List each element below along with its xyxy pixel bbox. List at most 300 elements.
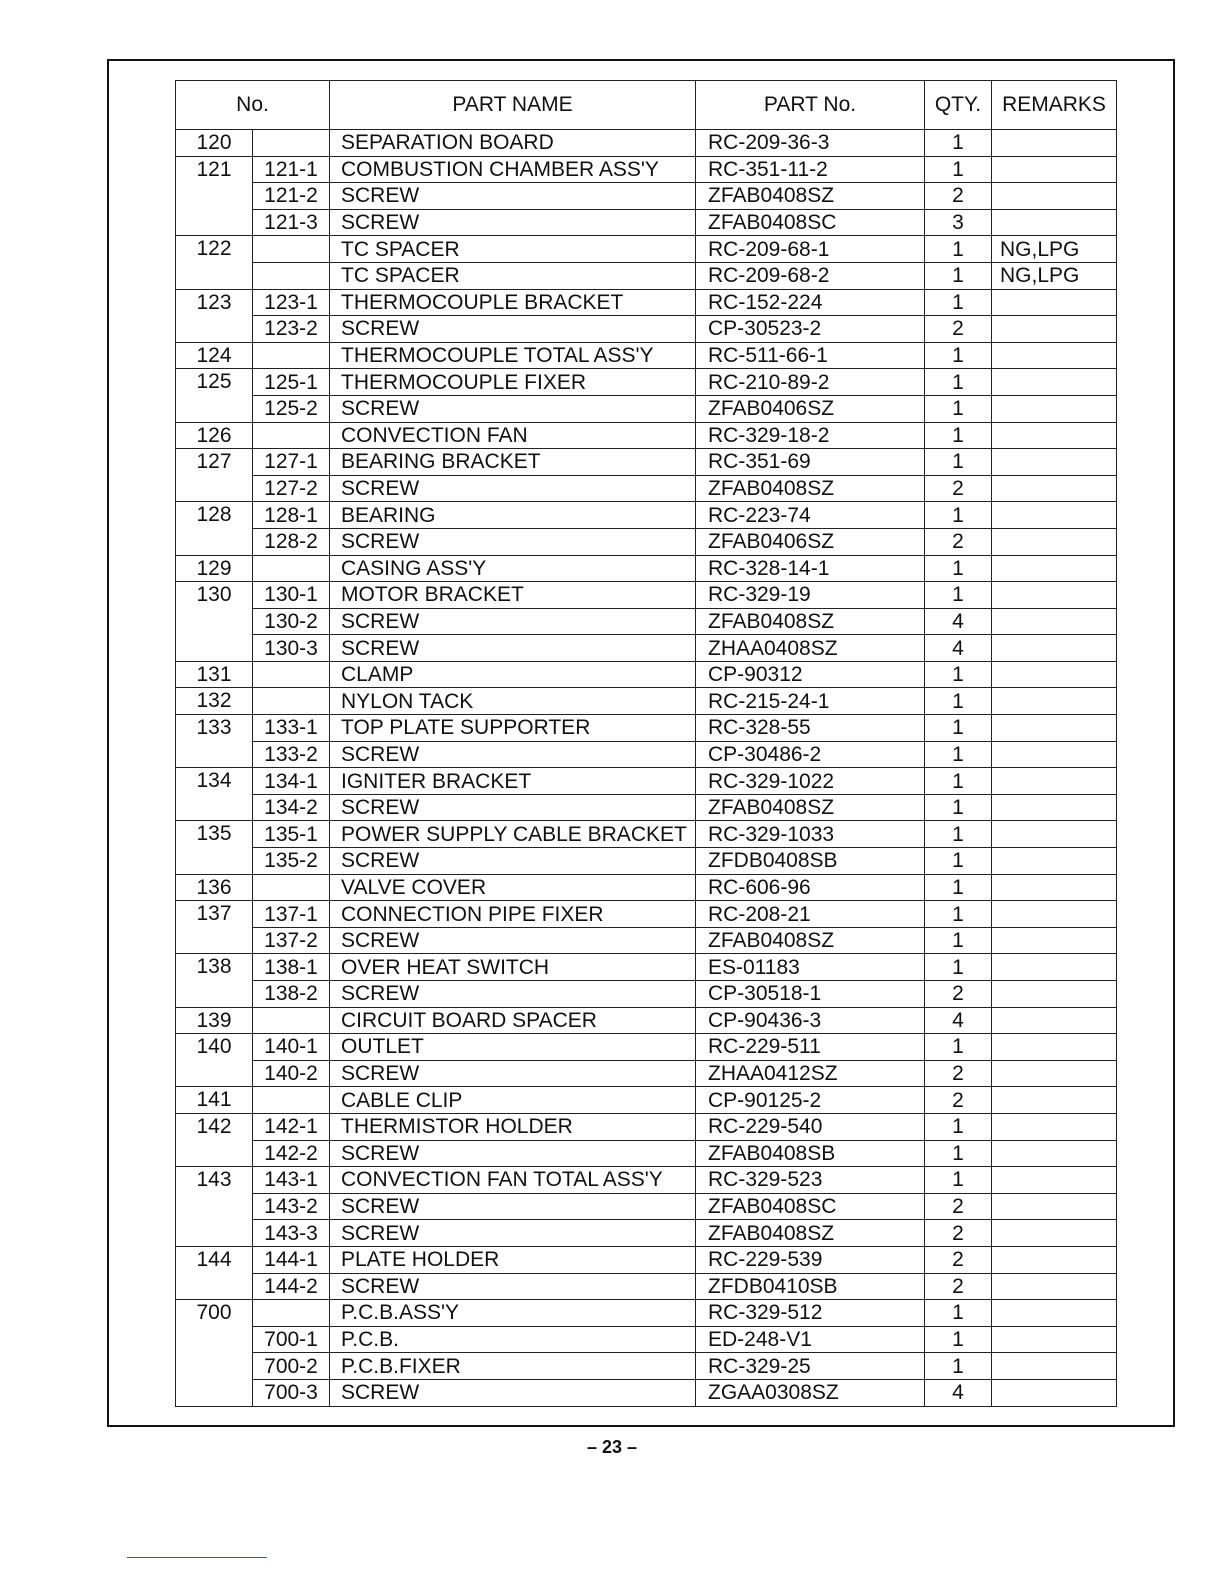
- remarks-cell: [992, 1087, 1117, 1114]
- item-number-cell: 136: [176, 874, 253, 901]
- sub-number-cell: 138-1: [253, 954, 330, 981]
- part-number-cell: RC-229-511: [696, 1034, 925, 1061]
- part-number-cell: RC-215-24-1: [696, 688, 925, 715]
- part-number-cell: CP-90436-3: [696, 1007, 925, 1034]
- part-number-cell: ZFAB0408SZ: [696, 475, 925, 502]
- part-number-cell: RC-329-25: [696, 1353, 925, 1380]
- sub-number-cell: [253, 342, 330, 369]
- table-header-row: [176, 81, 1117, 130]
- quantity-cell: 1: [925, 821, 992, 848]
- quantity-cell: 2: [925, 316, 992, 343]
- quantity-cell: 1: [925, 874, 992, 901]
- quantity-cell: 4: [925, 1379, 992, 1406]
- part-name-cell: SCREW: [330, 927, 696, 954]
- quantity-cell: 2: [925, 1246, 992, 1273]
- sub-number-cell: 137-1: [253, 901, 330, 928]
- quantity-cell: 1: [925, 688, 992, 715]
- part-name-cell: OUTLET: [330, 1034, 696, 1061]
- sub-number-cell: [253, 1007, 330, 1034]
- part-name-cell: PLATE HOLDER: [330, 1246, 696, 1273]
- sub-number-cell: 143-1: [253, 1167, 330, 1194]
- remarks-cell: NG,LPG: [992, 262, 1117, 289]
- sub-number-cell: 127-2: [253, 475, 330, 502]
- part-number-cell: ZFAB0406SZ: [696, 528, 925, 555]
- part-number-cell: ZFAB0408SZ: [696, 794, 925, 821]
- table-row: [176, 1273, 1117, 1300]
- remarks-cell: [992, 635, 1117, 662]
- table-row: [176, 183, 1117, 210]
- quantity-cell: 1: [925, 1353, 992, 1380]
- remarks-cell: [992, 502, 1117, 529]
- quantity-cell: 1: [925, 1140, 992, 1167]
- part-number-cell: RC-328-55: [696, 715, 925, 742]
- quantity-cell: 1: [925, 794, 992, 821]
- page-number: – 23 –: [586, 1437, 638, 1457]
- part-name-cell: P.C.B.FIXER: [330, 1353, 696, 1380]
- item-number-cell: 137: [176, 901, 253, 954]
- quantity-cell: 2: [925, 528, 992, 555]
- part-number-cell: ES-01183: [696, 954, 925, 981]
- table-row: [176, 289, 1117, 316]
- part-number-cell: ZHAA0408SZ: [696, 635, 925, 662]
- part-number-cell: RC-210-89-2: [696, 369, 925, 396]
- table-row: [176, 1060, 1117, 1087]
- part-number-cell: RC-329-1022: [696, 768, 925, 795]
- remarks-cell: [992, 661, 1117, 688]
- part-name-cell: SCREW: [330, 1140, 696, 1167]
- quantity-cell: 1: [925, 954, 992, 981]
- part-number-cell: RC-208-21: [696, 901, 925, 928]
- part-number-cell: ZGAA0308SZ: [696, 1379, 925, 1406]
- part-name-cell: P.C.B.ASS'Y: [330, 1300, 696, 1327]
- part-number-cell: RC-328-14-1: [696, 555, 925, 582]
- sub-number-cell: 128-2: [253, 528, 330, 555]
- sub-number-cell: 144-1: [253, 1246, 330, 1273]
- remarks-cell: [992, 1273, 1117, 1300]
- remarks-cell: [992, 1300, 1117, 1327]
- quantity-cell: 1: [925, 661, 992, 688]
- item-number-cell: 141: [176, 1087, 253, 1114]
- item-number-cell: 700: [176, 1300, 253, 1406]
- table-row: [176, 635, 1117, 662]
- part-number-cell: ED-248-V1: [696, 1326, 925, 1353]
- part-number-cell: ZFAB0408SZ: [696, 183, 925, 210]
- sub-number-cell: [253, 555, 330, 582]
- remarks-cell: [992, 582, 1117, 609]
- table-row: [176, 130, 1117, 157]
- sub-number-cell: 125-2: [253, 395, 330, 422]
- part-name-cell: SCREW: [330, 1193, 696, 1220]
- quantity-cell: 1: [925, 1034, 992, 1061]
- item-number-cell: 127: [176, 449, 253, 502]
- sub-number-cell: [253, 130, 330, 157]
- part-name-cell: SCREW: [330, 848, 696, 875]
- item-number-cell: 129: [176, 555, 253, 582]
- item-number-cell: 124: [176, 342, 253, 369]
- part-name-cell: SCREW: [330, 528, 696, 555]
- table-row: [176, 688, 1117, 715]
- table-row: [176, 156, 1117, 183]
- remarks-cell: [992, 1193, 1117, 1220]
- remarks-cell: [992, 1060, 1117, 1087]
- item-number-cell: 122: [176, 236, 253, 289]
- remarks-cell: [992, 954, 1117, 981]
- sub-number-cell: 138-2: [253, 981, 330, 1008]
- quantity-cell: 1: [925, 342, 992, 369]
- sub-number-cell: 133-2: [253, 741, 330, 768]
- remarks-cell: NG,LPG: [992, 236, 1117, 263]
- quantity-cell: 1: [925, 369, 992, 396]
- table-row: [176, 1193, 1117, 1220]
- table-row: [176, 1300, 1117, 1327]
- quantity-cell: 4: [925, 1007, 992, 1034]
- part-number-cell: ZFDB0410SB: [696, 1273, 925, 1300]
- part-number-cell: RC-229-540: [696, 1113, 925, 1140]
- part-number-cell: CP-30518-1: [696, 981, 925, 1008]
- part-number-cell: CP-90312: [696, 661, 925, 688]
- part-name-cell: SCREW: [330, 741, 696, 768]
- header-remarks: REMARKS: [992, 81, 1117, 130]
- part-name-cell: POWER SUPPLY CABLE BRACKET: [330, 821, 696, 848]
- table-row: [176, 528, 1117, 555]
- part-number-cell: ZFAB0406SZ: [696, 395, 925, 422]
- part-name-cell: COMBUSTION CHAMBER ASS'Y: [330, 156, 696, 183]
- item-number-cell: 126: [176, 422, 253, 449]
- remarks-cell: [992, 794, 1117, 821]
- sub-number-cell: [253, 1087, 330, 1114]
- part-name-cell: CONVECTION FAN TOTAL ASS'Y: [330, 1167, 696, 1194]
- part-number-cell: ZFAB0408SB: [696, 1140, 925, 1167]
- item-number-cell: 131: [176, 661, 253, 688]
- table-row: [176, 821, 1117, 848]
- part-name-cell: SCREW: [330, 635, 696, 662]
- part-number-cell: RC-329-18-2: [696, 422, 925, 449]
- table-row: [176, 1246, 1117, 1273]
- part-name-cell: BEARING BRACKET: [330, 449, 696, 476]
- sub-number-cell: 135-2: [253, 848, 330, 875]
- quantity-cell: 1: [925, 236, 992, 263]
- sub-number-cell: 130-1: [253, 582, 330, 609]
- sub-number-cell: 137-2: [253, 927, 330, 954]
- quantity-cell: 1: [925, 848, 992, 875]
- quantity-cell: 1: [925, 395, 992, 422]
- table-row: [176, 874, 1117, 901]
- table-row: [176, 768, 1117, 795]
- part-name-cell: SCREW: [330, 475, 696, 502]
- quantity-cell: 1: [925, 156, 992, 183]
- sub-number-cell: 700-1: [253, 1326, 330, 1353]
- remarks-cell: [992, 183, 1117, 210]
- remarks-cell: [992, 1353, 1117, 1380]
- part-name-cell: OVER HEAT SWITCH: [330, 954, 696, 981]
- remarks-cell: [992, 369, 1117, 396]
- remarks-cell: [992, 1007, 1117, 1034]
- sub-number-cell: 142-2: [253, 1140, 330, 1167]
- table-row: [176, 1326, 1117, 1353]
- sub-number-cell: [253, 874, 330, 901]
- sub-number-cell: [253, 1300, 330, 1327]
- part-number-cell: RC-209-68-2: [696, 262, 925, 289]
- sub-number-cell: 700-3: [253, 1379, 330, 1406]
- table-row: [176, 1353, 1117, 1380]
- table-row: [176, 608, 1117, 635]
- part-number-cell: ZFAB0408SZ: [696, 927, 925, 954]
- remarks-cell: [992, 316, 1117, 343]
- part-name-cell: CASING ASS'Y: [330, 555, 696, 582]
- quantity-cell: 1: [925, 741, 992, 768]
- sub-number-cell: 140-1: [253, 1034, 330, 1061]
- part-number-cell: ZFDB0408SB: [696, 848, 925, 875]
- item-number-cell: 134: [176, 768, 253, 821]
- part-number-cell: RC-351-69: [696, 449, 925, 476]
- quantity-cell: 1: [925, 289, 992, 316]
- sub-number-cell: 125-1: [253, 369, 330, 396]
- parts-list-table: [175, 80, 1117, 1407]
- remarks-cell: [992, 1167, 1117, 1194]
- part-name-cell: SCREW: [330, 608, 696, 635]
- sub-number-cell: 134-2: [253, 794, 330, 821]
- quantity-cell: 1: [925, 555, 992, 582]
- part-name-cell: BEARING: [330, 502, 696, 529]
- sub-number-cell: 140-2: [253, 1060, 330, 1087]
- part-name-cell: CONNECTION PIPE FIXER: [330, 901, 696, 928]
- part-name-cell: SCREW: [330, 1060, 696, 1087]
- table-row: [176, 927, 1117, 954]
- item-number-cell: 121: [176, 156, 253, 236]
- part-number-cell: CP-30486-2: [696, 741, 925, 768]
- sub-number-cell: 121-1: [253, 156, 330, 183]
- item-number-cell: 144: [176, 1246, 253, 1299]
- remarks-cell: [992, 449, 1117, 476]
- part-name-cell: IGNITER BRACKET: [330, 768, 696, 795]
- sub-number-cell: 130-2: [253, 608, 330, 635]
- sub-number-cell: 143-3: [253, 1220, 330, 1247]
- quantity-cell: 3: [925, 209, 992, 236]
- part-number-cell: RC-329-523: [696, 1167, 925, 1194]
- remarks-cell: [992, 981, 1117, 1008]
- part-number-cell: CP-90125-2: [696, 1087, 925, 1114]
- remarks-cell: [992, 1034, 1117, 1061]
- item-number-cell: 125: [176, 369, 253, 422]
- item-number-cell: 132: [176, 688, 253, 715]
- part-name-cell: SCREW: [330, 794, 696, 821]
- item-number-cell: 135: [176, 821, 253, 874]
- quantity-cell: 2: [925, 183, 992, 210]
- remarks-cell: [992, 1326, 1117, 1353]
- quantity-cell: 2: [925, 1220, 992, 1247]
- quantity-cell: 1: [925, 582, 992, 609]
- part-name-cell: MOTOR BRACKET: [330, 582, 696, 609]
- parts-table-body: [176, 130, 1117, 1407]
- quantity-cell: 1: [925, 1113, 992, 1140]
- item-number-cell: 143: [176, 1167, 253, 1247]
- sub-number-cell: 123-2: [253, 316, 330, 343]
- part-number-cell: ZFAB0408SC: [696, 209, 925, 236]
- part-name-cell: CABLE CLIP: [330, 1087, 696, 1114]
- table-row: [176, 475, 1117, 502]
- sub-number-cell: 133-1: [253, 715, 330, 742]
- remarks-cell: [992, 1246, 1117, 1273]
- quantity-cell: 1: [925, 927, 992, 954]
- part-name-cell: CLAMP: [330, 661, 696, 688]
- table-row: [176, 661, 1117, 688]
- part-number-cell: ZFAB0408SZ: [696, 608, 925, 635]
- part-name-cell: TC SPACER: [330, 262, 696, 289]
- sub-number-cell: [253, 422, 330, 449]
- quantity-cell: 1: [925, 715, 992, 742]
- part-number-cell: RC-351-11-2: [696, 156, 925, 183]
- table-row: [176, 1379, 1117, 1406]
- table-row: [176, 981, 1117, 1008]
- table-row: [176, 262, 1117, 289]
- quantity-cell: 2: [925, 1193, 992, 1220]
- table-row: [176, 954, 1117, 981]
- part-number-cell: ZHAA0412SZ: [696, 1060, 925, 1087]
- item-number-cell: 140: [176, 1034, 253, 1087]
- part-number-cell: RC-229-539: [696, 1246, 925, 1273]
- part-number-cell: CP-30523-2: [696, 316, 925, 343]
- sub-number-cell: 142-1: [253, 1113, 330, 1140]
- remarks-cell: [992, 741, 1117, 768]
- quantity-cell: 1: [925, 1300, 992, 1327]
- remarks-cell: [992, 848, 1117, 875]
- remarks-cell: [992, 1140, 1117, 1167]
- remarks-cell: [992, 156, 1117, 183]
- remarks-cell: [992, 342, 1117, 369]
- quantity-cell: 4: [925, 635, 992, 662]
- remarks-cell: [992, 1220, 1117, 1247]
- part-number-cell: RC-223-74: [696, 502, 925, 529]
- table-row: [176, 316, 1117, 343]
- item-number-cell: 138: [176, 954, 253, 1007]
- part-name-cell: SCREW: [330, 981, 696, 1008]
- remarks-cell: [992, 422, 1117, 449]
- sub-number-cell: 700-2: [253, 1353, 330, 1380]
- remarks-cell: [992, 395, 1117, 422]
- table-row: [176, 1220, 1117, 1247]
- table-row: [176, 1167, 1117, 1194]
- sub-number-cell: 135-1: [253, 821, 330, 848]
- part-number-cell: ZFAB0408SC: [696, 1193, 925, 1220]
- remarks-cell: [992, 927, 1117, 954]
- quantity-cell: 2: [925, 1060, 992, 1087]
- part-name-cell: THERMISTOR HOLDER: [330, 1113, 696, 1140]
- part-name-cell: THERMOCOUPLE BRACKET: [330, 289, 696, 316]
- sub-number-cell: [253, 661, 330, 688]
- remarks-cell: [992, 475, 1117, 502]
- sub-number-cell: 127-1: [253, 449, 330, 476]
- remarks-cell: [992, 874, 1117, 901]
- remarks-cell: [992, 1379, 1117, 1406]
- part-name-cell: SCREW: [330, 1273, 696, 1300]
- sub-number-cell: [253, 688, 330, 715]
- table-row: [176, 422, 1117, 449]
- table-row: [176, 901, 1117, 928]
- quantity-cell: 1: [925, 1326, 992, 1353]
- part-name-cell: SCREW: [330, 316, 696, 343]
- table-row: [176, 1034, 1117, 1061]
- part-name-cell: CIRCUIT BOARD SPACER: [330, 1007, 696, 1034]
- part-name-cell: SCREW: [330, 209, 696, 236]
- table-row: [176, 741, 1117, 768]
- header-part-name: PART NAME: [330, 81, 696, 130]
- quantity-cell: 1: [925, 422, 992, 449]
- header-qty: QTY.: [925, 81, 992, 130]
- part-number-cell: RC-606-96: [696, 874, 925, 901]
- table-row: [176, 369, 1117, 396]
- part-name-cell: SEPARATION BOARD: [330, 130, 696, 157]
- remarks-cell: [992, 901, 1117, 928]
- sub-number-cell: [253, 262, 330, 289]
- quantity-cell: 2: [925, 981, 992, 1008]
- quantity-cell: 2: [925, 1087, 992, 1114]
- part-name-cell: CONVECTION FAN: [330, 422, 696, 449]
- header-no: No.: [176, 81, 330, 130]
- part-name-cell: THERMOCOUPLE TOTAL ASS'Y: [330, 342, 696, 369]
- part-name-cell: SCREW: [330, 1379, 696, 1406]
- quantity-cell: 2: [925, 1273, 992, 1300]
- table-row: [176, 236, 1117, 263]
- quantity-cell: 1: [925, 130, 992, 157]
- item-number-cell: 139: [176, 1007, 253, 1034]
- table-row: [176, 555, 1117, 582]
- table-row: [176, 1007, 1117, 1034]
- part-number-cell: ZFAB0408SZ: [696, 1220, 925, 1247]
- table-row: [176, 209, 1117, 236]
- table-row: [176, 794, 1117, 821]
- sub-number-cell: 123-1: [253, 289, 330, 316]
- sub-number-cell: 128-1: [253, 502, 330, 529]
- table-row: [176, 395, 1117, 422]
- part-name-cell: VALVE COVER: [330, 874, 696, 901]
- table-row: [176, 449, 1117, 476]
- remarks-cell: [992, 768, 1117, 795]
- table-row: [176, 715, 1117, 742]
- sub-number-cell: 143-2: [253, 1193, 330, 1220]
- quantity-cell: 1: [925, 502, 992, 529]
- part-number-cell: RC-329-512: [696, 1300, 925, 1327]
- remarks-cell: [992, 821, 1117, 848]
- remarks-cell: [992, 289, 1117, 316]
- item-number-cell: 128: [176, 502, 253, 555]
- part-name-cell: SCREW: [330, 1220, 696, 1247]
- sub-number-cell: 121-3: [253, 209, 330, 236]
- sub-number-cell: 134-1: [253, 768, 330, 795]
- part-number-cell: RC-152-224: [696, 289, 925, 316]
- remarks-cell: [992, 1113, 1117, 1140]
- table-row: [176, 848, 1117, 875]
- table-row: [176, 502, 1117, 529]
- quantity-cell: 2: [925, 475, 992, 502]
- table-row: [176, 1140, 1117, 1167]
- quantity-cell: 1: [925, 449, 992, 476]
- table-row: [176, 1113, 1117, 1140]
- remarks-cell: [992, 715, 1117, 742]
- quantity-cell: 1: [925, 262, 992, 289]
- item-number-cell: 123: [176, 289, 253, 342]
- sub-number-cell: 144-2: [253, 1273, 330, 1300]
- remarks-cell: [992, 555, 1117, 582]
- part-name-cell: SCREW: [330, 395, 696, 422]
- quantity-cell: 1: [925, 768, 992, 795]
- sub-number-cell: 121-2: [253, 183, 330, 210]
- part-number-cell: RC-329-19: [696, 582, 925, 609]
- remarks-cell: [992, 608, 1117, 635]
- item-number-cell: 133: [176, 715, 253, 768]
- remarks-cell: [992, 209, 1117, 236]
- part-number-cell: RC-209-36-3: [696, 130, 925, 157]
- table-row: [176, 342, 1117, 369]
